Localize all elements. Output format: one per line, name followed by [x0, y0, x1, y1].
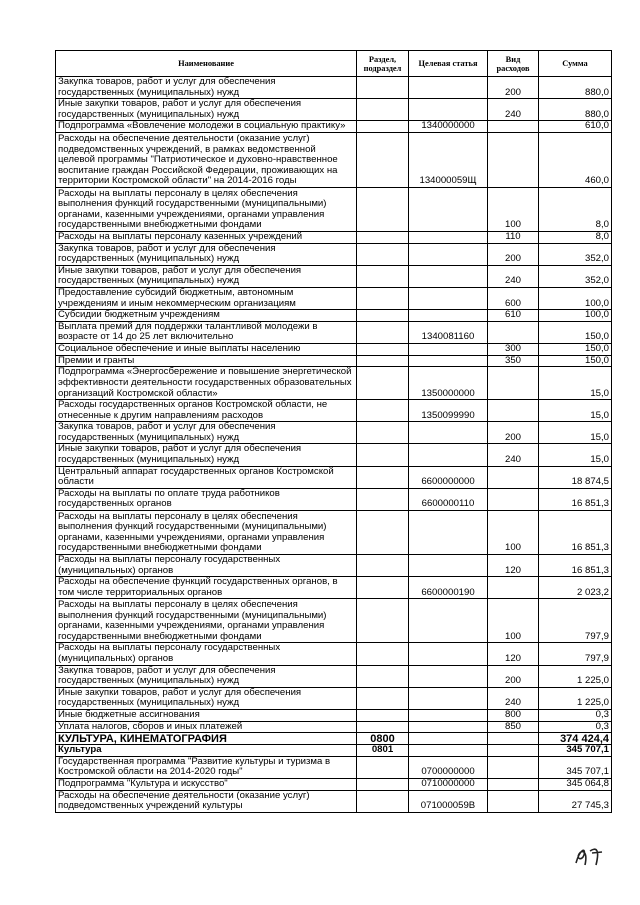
cell-type — [488, 756, 539, 778]
cell-section — [357, 599, 409, 643]
cell-sum: 8,0 — [539, 187, 612, 231]
cell-name: Иные закупки товаров, работ и услуг для обеспечения государственных (муниципальных) нужд — [56, 687, 357, 709]
cell-sum: 150,0 — [539, 321, 612, 343]
cell-sum: 16 851,3 — [539, 488, 612, 510]
cell-target — [409, 187, 488, 231]
cell-target — [409, 444, 488, 466]
cell-name: Закупка товаров, работ и услуг для обеспечения государственных (муниципальных) нужд — [56, 243, 357, 265]
cell-section — [357, 367, 409, 400]
cell-sum: 345 707,1 — [539, 756, 612, 778]
cell-type: 610 — [488, 310, 539, 322]
cell-target — [409, 355, 488, 367]
cell-type: 240 — [488, 444, 539, 466]
cell-type — [488, 367, 539, 400]
table-row — [56, 99, 612, 121]
cell-type: 100 — [488, 599, 539, 643]
cell-sum: 0,3 — [539, 709, 612, 721]
header-type: Вид расходов — [488, 51, 539, 77]
cell-section — [357, 77, 409, 99]
cell-section — [357, 665, 409, 687]
cell-type: 800 — [488, 709, 539, 721]
cell-section — [357, 709, 409, 721]
cell-section — [357, 466, 409, 488]
cell-type — [488, 132, 539, 187]
cell-name: Расходы на обеспечение функций государственных органов, в том числе территориальных органов — [56, 577, 357, 599]
cell-type: 110 — [488, 231, 539, 243]
cell-sum: 880,0 — [539, 77, 612, 99]
cell-name: Подпрограмма «Вовлечение молодежи в социальную практику» — [56, 121, 357, 133]
cell-target — [409, 99, 488, 121]
cell-name: Расходы на выплаты персоналу государственных (муниципальных) органов — [56, 643, 357, 665]
table-row — [56, 466, 612, 488]
cell-name: Уплата налогов, сборов и иных платежей — [56, 721, 357, 733]
cell-target — [409, 511, 488, 555]
table-row — [56, 187, 612, 231]
cell-target: 6600000190 — [409, 577, 488, 599]
table-row — [56, 733, 612, 745]
table-row — [56, 555, 612, 577]
cell-section — [357, 721, 409, 733]
table-row — [56, 577, 612, 599]
cell-sum: 0,3 — [539, 721, 612, 733]
table-row — [56, 310, 612, 322]
cell-target: 1350099990 — [409, 400, 488, 422]
cell-type — [488, 790, 539, 812]
cell-name: Расходы на обеспечение деятельности (оказание услуг) подведомственных учреждений, в рамках ведомственной целевой программы "Патриотическое и духовно-нравственное воспитание граждан Российской Федерации, проживающих на территории Костромской области" на 2014-2016 годы — [56, 132, 357, 187]
table-row — [56, 444, 612, 466]
table-row — [56, 778, 612, 790]
cell-sum: 797,9 — [539, 643, 612, 665]
table-row — [56, 709, 612, 721]
cell-sum: 15,0 — [539, 422, 612, 444]
cell-target: 6600000000 — [409, 466, 488, 488]
cell-type — [488, 488, 539, 510]
table-row — [56, 790, 612, 812]
cell-name: Подпрограмма "Культура и искусство" — [56, 778, 357, 790]
table-row — [56, 756, 612, 778]
cell-sum: 345 064,8 — [539, 778, 612, 790]
cell-name: Закупка товаров, работ и услуг для обеспечения государственных (муниципальных) нужд — [56, 77, 357, 99]
table-row — [56, 665, 612, 687]
cell-type: 850 — [488, 721, 539, 733]
cell-section — [357, 243, 409, 265]
cell-target — [409, 745, 488, 757]
cell-target: 1340000000 — [409, 121, 488, 133]
cell-type: 200 — [488, 77, 539, 99]
cell-type: 300 — [488, 343, 539, 355]
cell-type: 200 — [488, 243, 539, 265]
cell-section — [357, 355, 409, 367]
cell-target — [409, 721, 488, 733]
cell-type: 240 — [488, 99, 539, 121]
cell-target — [409, 665, 488, 687]
table-row — [56, 121, 612, 133]
cell-target — [409, 709, 488, 721]
cell-target — [409, 265, 488, 287]
cell-target — [409, 231, 488, 243]
page-number-handwritten — [570, 843, 610, 869]
cell-name: Расходы на выплаты персоналу в целях обеспечения выполнения функций государственными (муниципальными) органами, казенными учреждениями, органами управления государственными внебюджетными фондами — [56, 187, 357, 231]
cell-target: 0710000000 — [409, 778, 488, 790]
cell-section — [357, 231, 409, 243]
cell-name: Расходы на выплаты персоналу в целях обеспечения выполнения функций государственными (муниципальными) органами, казенными учреждениями, органами управления государственными внебюджетными фондами — [56, 511, 357, 555]
cell-section — [357, 400, 409, 422]
cell-sum: 345 707,1 — [539, 745, 612, 757]
table-row — [56, 422, 612, 444]
cell-type: 200 — [488, 665, 539, 687]
cell-sum: 374 424,4 — [539, 733, 612, 745]
cell-sum: 797,9 — [539, 599, 612, 643]
cell-name: Иные бюджетные ассигнования — [56, 709, 357, 721]
table-row — [56, 599, 612, 643]
cell-target — [409, 599, 488, 643]
cell-type — [488, 733, 539, 745]
cell-name: Расходы на выплаты по оплате труда работников государственных органов — [56, 488, 357, 510]
cell-target — [409, 733, 488, 745]
cell-target: 6600000110 — [409, 488, 488, 510]
table-row — [56, 265, 612, 287]
table-row — [56, 687, 612, 709]
cell-section — [357, 310, 409, 322]
header-sum: Сумма — [539, 51, 612, 77]
cell-target: 1350000000 — [409, 367, 488, 400]
cell-name: Закупка товаров, работ и услуг для обеспечения государственных (муниципальных) нужд — [56, 665, 357, 687]
cell-sum: 100,0 — [539, 310, 612, 322]
table-row — [56, 231, 612, 243]
cell-name: Расходы на выплаты персоналу государственных (муниципальных) органов — [56, 555, 357, 577]
cell-name: Субсидии бюджетным учреждениям — [56, 310, 357, 322]
table-row — [56, 745, 612, 757]
table-row — [56, 343, 612, 355]
cell-sum: 150,0 — [539, 355, 612, 367]
cell-sum: 18 874,5 — [539, 466, 612, 488]
cell-target: 0700000000 — [409, 756, 488, 778]
cell-name: Премии и гранты — [56, 355, 357, 367]
header-section: Раздел, подраздел — [357, 51, 409, 77]
cell-section — [357, 756, 409, 778]
cell-target: 1340081160 — [409, 321, 488, 343]
cell-type: 120 — [488, 555, 539, 577]
cell-type — [488, 466, 539, 488]
cell-target — [409, 243, 488, 265]
cell-section — [357, 187, 409, 231]
cell-section — [357, 555, 409, 577]
cell-target: 134000059Щ — [409, 132, 488, 187]
table-row — [56, 287, 612, 309]
cell-name: Иные закупки товаров, работ и услуг для обеспечения государственных (муниципальных) нужд — [56, 444, 357, 466]
table-row — [56, 77, 612, 99]
cell-section — [357, 99, 409, 121]
cell-section — [357, 687, 409, 709]
cell-section — [357, 790, 409, 812]
cell-name: Государственная программа "Развитие культуры и туризма в Костромской области на 2014-2020 годы" — [56, 756, 357, 778]
table-row — [56, 321, 612, 343]
cell-sum: 15,0 — [539, 367, 612, 400]
cell-name: Центральный аппарат государственных органов Костромской области — [56, 466, 357, 488]
table-body — [56, 77, 612, 813]
cell-type: 240 — [488, 265, 539, 287]
cell-section — [357, 121, 409, 133]
cell-target — [409, 310, 488, 322]
cell-target — [409, 343, 488, 355]
cell-sum: 1 225,0 — [539, 665, 612, 687]
cell-name: Иные закупки товаров, работ и услуг для обеспечения государственных (муниципальных) нужд — [56, 265, 357, 287]
cell-target — [409, 687, 488, 709]
cell-target — [409, 643, 488, 665]
cell-target — [409, 422, 488, 444]
cell-type — [488, 121, 539, 133]
table-row — [56, 243, 612, 265]
cell-section — [357, 132, 409, 187]
cell-target — [409, 287, 488, 309]
cell-sum: 150,0 — [539, 343, 612, 355]
cell-type — [488, 321, 539, 343]
cell-name: Расходы на выплаты персоналу казенных учреждений — [56, 231, 357, 243]
cell-section — [357, 444, 409, 466]
cell-name: Иные закупки товаров, работ и услуг для обеспечения государственных (муниципальных) нужд — [56, 99, 357, 121]
cell-section — [357, 422, 409, 444]
cell-sum: 352,0 — [539, 243, 612, 265]
cell-type: 200 — [488, 422, 539, 444]
cell-sum: 610,0 — [539, 121, 612, 133]
cell-sum: 2 023,2 — [539, 577, 612, 599]
cell-section — [357, 577, 409, 599]
cell-sum: 27 745,3 — [539, 790, 612, 812]
cell-type: 600 — [488, 287, 539, 309]
cell-type — [488, 778, 539, 790]
table-row — [56, 721, 612, 733]
cell-name: Расходы на выплаты персоналу в целях обеспечения выполнения функций государственными (муниципальными) органами, казенными учреждениями, органами управления государственными внебюджетными фондами — [56, 599, 357, 643]
cell-section — [357, 488, 409, 510]
cell-section — [357, 643, 409, 665]
table-row — [56, 488, 612, 510]
cell-type: 350 — [488, 355, 539, 367]
cell-section: 0801 — [357, 745, 409, 757]
cell-name: Расходы на обеспечение деятельности (оказание услуг) подведомственных учреждений культуры — [56, 790, 357, 812]
cell-target — [409, 555, 488, 577]
cell-name: Предоставление субсидий бюджетным, автономным учреждениям и иным некоммерческим организациям — [56, 287, 357, 309]
cell-sum: 15,0 — [539, 400, 612, 422]
cell-target: 071000059В — [409, 790, 488, 812]
table-row — [56, 511, 612, 555]
cell-section — [357, 511, 409, 555]
cell-type: 100 — [488, 511, 539, 555]
budget-table — [55, 50, 612, 813]
cell-section — [357, 265, 409, 287]
cell-name: Закупка товаров, работ и услуг для обеспечения государственных (муниципальных) нужд — [56, 422, 357, 444]
cell-section — [357, 778, 409, 790]
cell-type: 120 — [488, 643, 539, 665]
header-target: Целевая статья — [409, 51, 488, 77]
cell-name: Выплата премий для поддержки талантливой молодежи в возрасте от 14 до 25 лет включительно — [56, 321, 357, 343]
cell-sum: 880,0 — [539, 99, 612, 121]
table-header-row — [56, 51, 612, 77]
cell-name: КУЛЬТУРА, КИНЕМАТОГРАФИЯ — [56, 733, 357, 745]
cell-sum: 15,0 — [539, 444, 612, 466]
cell-section — [357, 343, 409, 355]
cell-sum: 16 851,3 — [539, 555, 612, 577]
cell-type: 100 — [488, 187, 539, 231]
cell-sum: 8,0 — [539, 231, 612, 243]
cell-sum: 100,0 — [539, 287, 612, 309]
cell-sum: 1 225,0 — [539, 687, 612, 709]
cell-section: 0800 — [357, 733, 409, 745]
cell-section — [357, 287, 409, 309]
cell-name: Культура — [56, 745, 357, 757]
cell-type — [488, 577, 539, 599]
table-row — [56, 367, 612, 400]
cell-sum: 352,0 — [539, 265, 612, 287]
table-row — [56, 132, 612, 187]
table-row — [56, 643, 612, 665]
cell-name: Расходы государственных органов Костромской области, не отнесенные к другим направлениям расходов — [56, 400, 357, 422]
table-row — [56, 400, 612, 422]
header-name: Наименование — [56, 51, 357, 77]
cell-target — [409, 77, 488, 99]
cell-section — [357, 321, 409, 343]
cell-name: Подпрограмма «Энергосбережение и повышение энергетической эффективности деятельности государственных образовательных организаций Костромской области» — [56, 367, 357, 400]
table-row — [56, 355, 612, 367]
cell-type: 240 — [488, 687, 539, 709]
cell-type — [488, 400, 539, 422]
cell-sum: 16 851,3 — [539, 511, 612, 555]
cell-sum: 460,0 — [539, 132, 612, 187]
cell-name: Социальное обеспечение и иные выплаты населению — [56, 343, 357, 355]
cell-type — [488, 745, 539, 757]
